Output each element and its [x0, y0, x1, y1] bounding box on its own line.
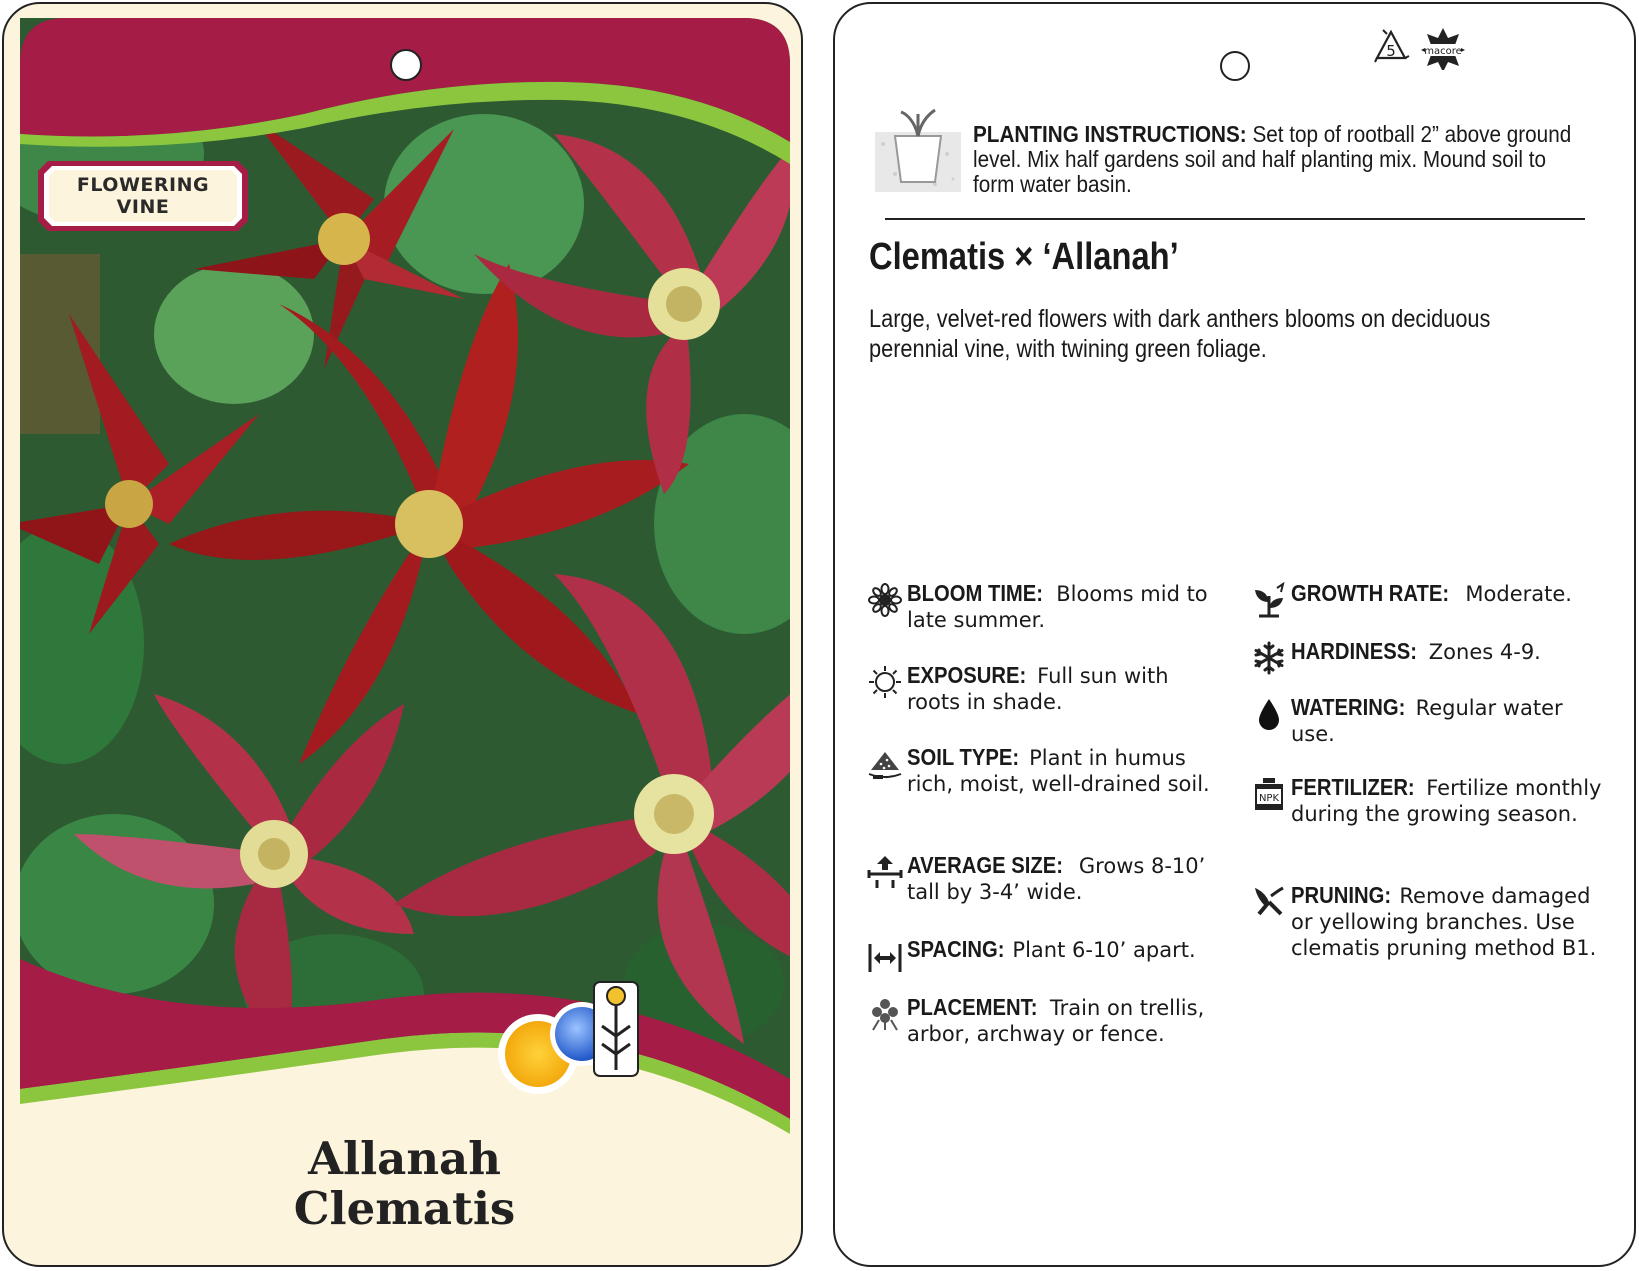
hardiness-value: Zones 4-9. [1422, 640, 1541, 664]
exposure-value: Full sun with roots in shade. [907, 664, 1169, 714]
divider [885, 218, 1585, 220]
attr-growth-rate [1251, 580, 1611, 618]
common-name [4, 1134, 803, 1234]
average-size-icon [867, 854, 903, 890]
fertilizer-value: Fertilize monthly during the growing season. [1291, 776, 1602, 826]
pruning-shears-icon [1251, 884, 1287, 920]
watering-label: WATERING: [1291, 694, 1406, 720]
growth-rate-value: Moderate. [1458, 582, 1572, 606]
average-size-label: AVERAGE SIZE: [907, 852, 1063, 878]
bloom-time-value: Blooms mid to late summer. [907, 582, 1208, 632]
soil-type-label: SOIL TYPE: [907, 744, 1020, 770]
npk-fertilizer-icon [1251, 776, 1287, 812]
placement-label: PLACEMENT: [907, 994, 1038, 1020]
attr-pruning [1251, 882, 1611, 961]
sun-outline-icon [867, 664, 903, 700]
attr-average-size [867, 852, 1227, 905]
placement-icon [867, 996, 903, 1032]
attr-bloom-time [867, 580, 1227, 633]
growth-rate-icon [1251, 582, 1287, 618]
badge-line-2: VINE [116, 196, 170, 218]
spacing-label: SPACING: [907, 936, 1005, 962]
snowflake-icon [1251, 640, 1287, 676]
planting-instructions [875, 104, 1595, 204]
water-drop-icon [1251, 696, 1287, 732]
recycle-logos [1373, 26, 1473, 70]
scientific-name: Clematis × ‘Allanah’ [869, 236, 1179, 278]
badge-line-1: FLOWERING [76, 174, 210, 196]
pruning-label: PRUNING: [1291, 882, 1392, 908]
planting-body: Set top of rootball 2” above ground level. Mix half gardens soil and half planting mix. Mound soil to form water basin. [973, 121, 1572, 197]
common-name-line-1: Allanah [308, 1132, 501, 1185]
planting-label: PLANTING INSTRUCTIONS: [973, 121, 1247, 147]
planting-instructions-text [973, 122, 1585, 197]
vine-plant-icon [594, 982, 638, 1076]
attr-spacing [867, 936, 1227, 974]
growth-rate-label: GROWTH RATE: [1291, 580, 1450, 606]
hardiness-label: HARDINESS: [1291, 638, 1417, 664]
spacing-icon [867, 938, 903, 974]
macore-logo [1421, 28, 1465, 70]
attr-soil-type [867, 744, 1227, 797]
recycle-icon [1375, 30, 1409, 62]
fertilizer-label: FERTILIZER: [1291, 774, 1415, 800]
average-size-value: Grows 8-10’ tall by 3-4’ wide. [907, 854, 1206, 904]
back-tag [833, 2, 1636, 1267]
common-name-line-2: Clematis [293, 1182, 516, 1235]
pruning-value: Remove damaged or yellowing branches. Use clematis pruning method B1. [1291, 884, 1597, 960]
potted-plant-icon [875, 104, 961, 200]
spacing-value: Plant 6-10’ apart. [1005, 938, 1196, 962]
attr-exposure [867, 662, 1227, 715]
flower-icon [867, 582, 903, 618]
plant-description: Large, velvet-red flowers with dark anthers blooms on deciduous perennial vine, with twining green foliage. [869, 305, 1491, 363]
attr-placement [867, 994, 1227, 1047]
exposure-label: EXPOSURE: [907, 662, 1027, 688]
svg-text:macore: macore [1424, 46, 1462, 57]
recycle-code: 5 [1386, 42, 1396, 60]
svg-text:NPK: NPK [1258, 793, 1280, 804]
soil-type-value: Plant in humus rich, moist, well-drained soil. [907, 746, 1210, 796]
category-badge-text [38, 161, 248, 231]
watering-value: Regular water use. [1291, 696, 1563, 746]
hang-hole [1220, 51, 1250, 81]
attr-hardiness [1251, 638, 1611, 676]
soil-icon [867, 746, 903, 782]
attr-fertilizer [1251, 774, 1611, 827]
bloom-time-label: BLOOM TIME: [907, 580, 1044, 606]
front-tag [2, 2, 803, 1267]
placement-value: Train on trellis, arbor, archway or fence. [907, 996, 1205, 1046]
attr-watering [1251, 694, 1611, 747]
